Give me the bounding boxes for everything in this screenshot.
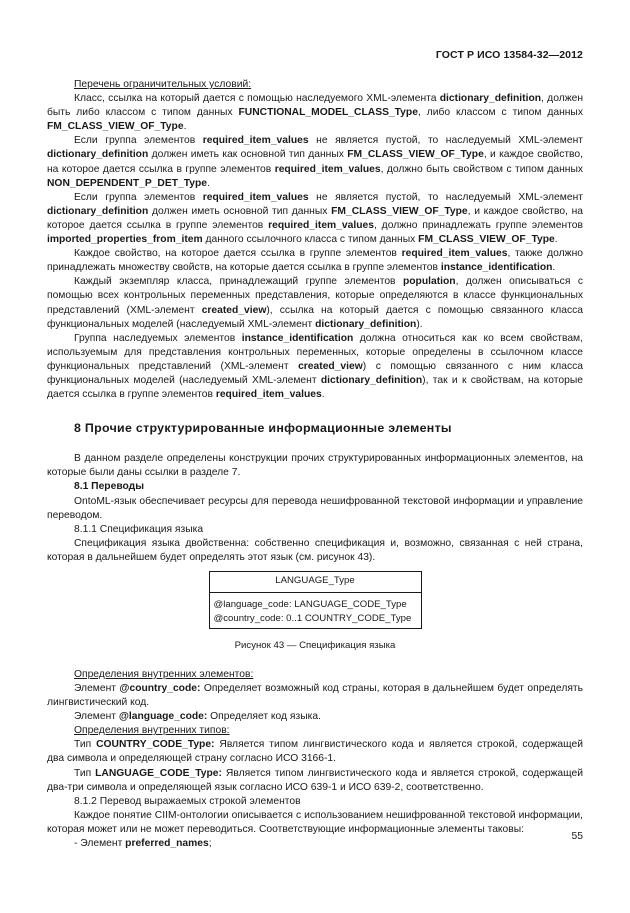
page-number: 55 bbox=[571, 831, 583, 842]
diagram-attribute: @country_code: 0..1 COUNTRY_CODE_Type bbox=[213, 613, 412, 625]
restrictions-heading: Перечень ограничительных условий: bbox=[74, 79, 252, 90]
diagram-class-name: LANGUAGE_Type bbox=[210, 572, 421, 593]
paragraph: Каждое свойство, на которое дается ссылка в группе элементов required_item_values, также должно принадлежать множеству свойств, на которые дается ссылка в группе элементов instance_identification. bbox=[47, 248, 583, 274]
paragraph: Если группа элементов required_item_values не является пустой, то наследуемый XML-элемент dictionary_definition должен иметь основной тип данных FM_CLASS_VIEW_OF_Type, и каждое свойство, на которое дается ссылка в группе элементов required_item_values, должно принадлежать группе элементов imported_properties_from_item данного ссылочного класса с типом данных FM_CLASS_VIEW_OF_Type. bbox=[47, 191, 583, 246]
list-item: - Элемент preferred_names; bbox=[74, 838, 212, 849]
paragraph: Элемент @country_code: Определяет возможный код страны, которая в дальнейшем будет определять лингвистический код. bbox=[47, 682, 583, 709]
paragraph: Класс, ссылка на который дается с помощью наследуемого XML-элемента dictionary_definition, должен быть либо классом с типом данных FUNCTIONAL_MODEL_CLASS_Type, либо классом с типом данных FM_CLASS_VIEW_OF_Type. bbox=[47, 93, 584, 133]
standard-header: ГОСТ Р ИСО 13584-32—2012 bbox=[435, 49, 583, 61]
paragraph: OntoML-язык обеспечивает ресурсы для перевода нешифрованной текстовой информации и управление переводом. bbox=[47, 495, 583, 521]
page-content bbox=[47, 78, 583, 851]
paragraph: Группа наследуемых элементов instance_identification должна относиться как ко всем свойствам, используемым для представления контрольных переменных, которые определены в ссылочном классе функциональных представлений (XML-элемент created_view) с помощью связанного с ним класса функциональных моделей (наследуемый XML-элемент dictionary_definition), так и к свойствам, на которые дается ссылка в группе элементов required_item_values. bbox=[47, 332, 583, 401]
internal-elements-heading: Определения внутренних элементов: bbox=[74, 668, 254, 680]
paragraph: Если группа элементов required_item_values не является пустой, то наследуемый XML-элемент dictionary_definition должен иметь как основной тип данных FM_CLASS_VIEW_OF_Type, и каждое свойство, на которое дается ссылка в группе элементов required_item_values, должно быть свойством с типом данных NON_DEPENDENT_P_DET_Type. bbox=[47, 135, 583, 189]
subsection-heading: 8.1 Переводы bbox=[74, 481, 144, 493]
internal-types-heading: Определения внутренних типов: bbox=[74, 725, 230, 737]
paragraph: Каждое понятие CIIM-онтологии описывается с использованием нешифрованной текстовой информации, которая может или не может переводиться. Соответствующие информационные элементы таковы: bbox=[47, 809, 583, 835]
paragraph: Спецификация языка двойственна: собственно спецификация и, возможно, связанная с ней страна, которая в дальнейшем будет определять этот язык (см. рисунок 43). bbox=[47, 537, 583, 563]
section-title: 8 Прочие структурированные информационные элементы bbox=[74, 421, 452, 436]
paragraph: В данном разделе определены конструкции прочих структурированных информационных элементов, на которые были даны ссылки в разделе 7. bbox=[47, 453, 583, 479]
language-type-diagram bbox=[209, 571, 422, 629]
subsubsection-heading: 8.1.2 Перевод выражаемых строкой элементов bbox=[74, 795, 301, 807]
paragraph: Тип COUNTRY_CODE_Type: Является типом лингвистического кода и является строкой, содержащей два символа и определяющей страну согласно ИСО 3166-1. bbox=[47, 739, 583, 765]
paragraph: Тип LANGUAGE_CODE_Type: Является типом лингвистического кода и является строкой, содержащей два-три символа и определяющей язык согласно ИСО 639-1 и ИСО 639-2, соответственно. bbox=[47, 767, 583, 793]
paragraph: Каждый экземпляр класса, принадлежащий группе элементов population, должен описываться с помощью всех контрольных переменных представления, которые определяются в классе функциональных представлений (XML-элемент created_view), ссылка на который дается с помощью связанного класса функциональных моделей (наследуемый XML-элемент dictionary_definition). bbox=[47, 276, 584, 330]
subsubsection-heading: 8.1.1 Спецификация языка bbox=[74, 523, 204, 535]
diagram-attribute: @language_code: LANGUAGE_CODE_Type bbox=[213, 598, 407, 610]
figure-caption: Рисунок 43 — Спецификация языка bbox=[234, 639, 396, 651]
paragraph: Элемент @language_code: Определяет код языка. bbox=[74, 711, 321, 723]
